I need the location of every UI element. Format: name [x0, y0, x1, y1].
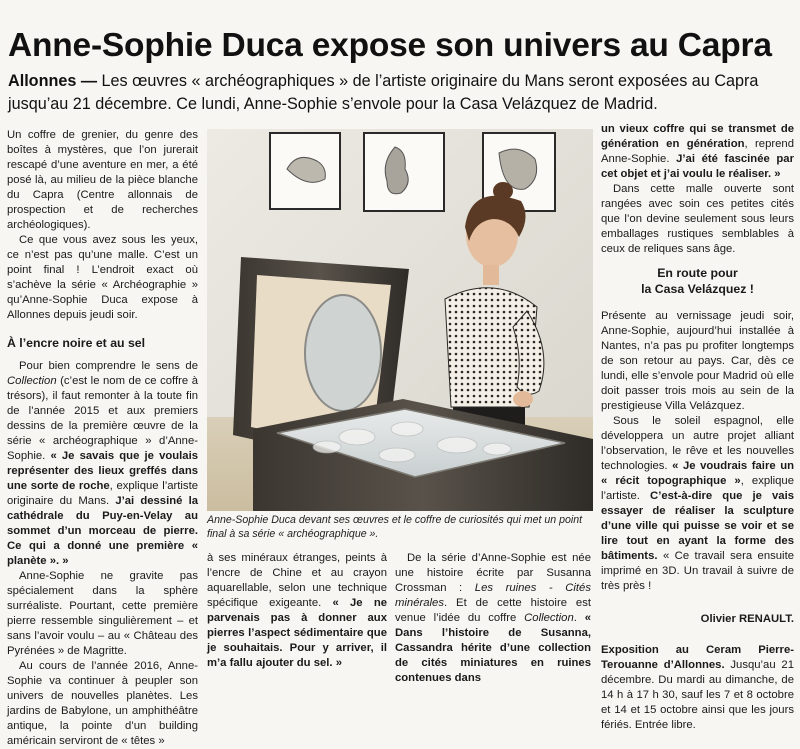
headline: Anne-Sophie Duca expose son univers au Capra: [8, 27, 772, 64]
paragraph-vernissage: Présente au vernissage jeudi soir, Anne-Sophie, aujourd’hui installée à Nantes, n’a pas pu profiter longtemps de son retour au pays. Car, dès ce lundi, elle s’envole pour Madrid où elle doit passer trois mois au sein de la prestigieuse Villa Velázquez.: [601, 310, 794, 412]
paragraph-collection: [7, 359, 198, 569]
quote-bold: J’ai été fascinée par cet objet et j’ai voulu le réaliser. »: [601, 153, 794, 180]
article-column-3: [395, 551, 592, 684]
text-span: à ses minéraux étranges, peints à l’encre de Chine et au crayon aquarellable, selon une technique spécifique exigeante.: [207, 552, 387, 609]
text-span: , explique l’artiste.: [601, 475, 794, 502]
text-span: . Et de cette histoire est venue l’idée du coffre: [395, 597, 591, 624]
paragraph-coffre: [601, 122, 794, 182]
text-span: Pour bien comprendre le sens de: [19, 360, 198, 372]
text-span: Sous le soleil espagnol, elle développera un autre projet alliant l’observation, le rêve et les nouvelles technologies.: [601, 415, 794, 472]
text-span: (c’est le nom de ce coffre à trésors), il faut remonter à la toute fin de l’année 2015 et aux premiers dessins de la première œuvre de la série « archéographique » d’Anne-Sophie.: [7, 375, 198, 462]
exhibition-hours: Jusqu’au 21 décembre. Du mardi au dimanche, de 14 h à 17 h 30, sauf les 7 et 8 octobre et 14 et 15 octobre ainsi que les jours fériés. Entrée libre.: [601, 659, 794, 731]
photo-illustration: [207, 129, 593, 511]
article-photo: [207, 129, 593, 511]
quote-bold: un vieux coffre qui se transmet de génération en génération: [601, 123, 794, 150]
text-span: .: [573, 612, 585, 624]
quote-bold: « Je voudrais faire un « récit topographique »: [601, 460, 794, 487]
paragraph-susanna: [395, 551, 591, 686]
quote-bold: C’est-à-dire que je vais essayer de réaliser la sculpture d’une ville qui puisse se voir et se lire tout en ayant la forme des bâtiments.: [601, 490, 794, 562]
author-signature: Olivier RENAULT.: [700, 613, 794, 625]
photo-caption: Anne-Sophie Duca devant ses œuvres et le coffre de curiosités qui met un point final à sa série « archéographique ».: [207, 514, 583, 540]
quote-bold: J’ai dessiné la cathédrale du Puy-en-Velay au sommet d’un morceau de pierre. Ce qui a donné une première « planète ». »: [7, 495, 198, 567]
paragraph-intro: Un coffre de grenier, du genre des boîtes à mystères, que l’on jurerait rescapé d’une aventure en mer, a été posé là, au milieu de la pièce blanche du Capra (Centre allonnais de prospection et de recherches archéologiques).: [7, 129, 198, 231]
italic-title: Collection: [7, 375, 57, 387]
article-column-1: [7, 128, 198, 747]
text-span: , explique l’artiste originaire du Mans.: [7, 480, 198, 507]
quote-bold: « Dans l’histoire de Susanna, Cassandra hérite d’une collection de cités miniatures en ruines contenues dans: [395, 612, 592, 684]
italic-title: Les ruines - Cités minérales: [395, 582, 591, 609]
subhead-casa: [601, 265, 794, 297]
subhead-line-1: En route pour: [657, 266, 738, 280]
quote-bold: « Je ne parvenais pas à donner aux pierres l’aspect sédimentaire que je souhaitais. Pour y arriver, il m’a fallu ajouter du sel. »: [207, 597, 387, 669]
italic-title: Collection: [524, 612, 574, 624]
article-column-2: [207, 551, 387, 676]
exhibition-info: [601, 643, 794, 733]
paragraph-malle: Ce que vous avez sous les yeux, ce n’est pas qu’une malle. C’est un point final ! L’endroit exact où s’achève la série « Archéographie » qu’Anne-Sophie Duca expose à Allonnes depuis jeudi soir.: [7, 234, 198, 321]
lede-text: Les œuvres « archéographiques » de l’artiste originaire du Mans seront exposées au Capra jusqu’au 21 décembre. Ce lundi, Anne-Sophie s’envole pour la Casa Velázquez de Madrid.: [8, 72, 759, 113]
quote-bold: « Je savais que je voulais représenter des lieux greffés dans une sorte de roche: [7, 450, 198, 492]
paragraph-magritte: Anne-Sophie ne gravite pas spécialement dans la sphère surréaliste. Pourtant, cette première pierre ressemble singulièrement – et sans l’avoir voulu – au « Château des Pyrénées » de Magritte.: [7, 570, 198, 657]
text-span: « Ce travail sera ensuite imprimé en 3D. Un travail à suivre de très près !: [601, 550, 794, 592]
text-span: , reprend Anne-Sophie.: [601, 138, 794, 165]
paragraph-malle-ouverte: Dans cette malle ouverte sont rangées avec soin ces petites cités que l’on devine seulement sous leurs emballages rustiques semblables à ceux de reliques sans âge.: [601, 183, 794, 255]
subhead-encre: À l’encre noire et au sel: [7, 336, 146, 350]
paragraph-mineraux: [207, 551, 387, 671]
lede-place: Allonnes —: [8, 72, 98, 90]
article-column-4: [601, 122, 794, 731]
paragraph-2016: Au cours de l’année 2016, Anne-Sophie va continuer à peupler son univers de nouvelles planètes. Les jardins de Babylone, un amphithéâtre antique, la pointe d’un building américain serviront de « têtes »: [7, 660, 198, 747]
lede: [8, 70, 794, 116]
subhead-line-2: la Casa Velázquez !: [641, 282, 754, 296]
exhibition-venue: Exposition au Ceram Pierre-Terouanne d’Allonnes.: [601, 644, 794, 671]
paragraph-projet: [601, 414, 794, 594]
text-span: De la série d’Anne-Sophie est née une histoire écrite par Susanna Crossman :: [395, 552, 591, 594]
